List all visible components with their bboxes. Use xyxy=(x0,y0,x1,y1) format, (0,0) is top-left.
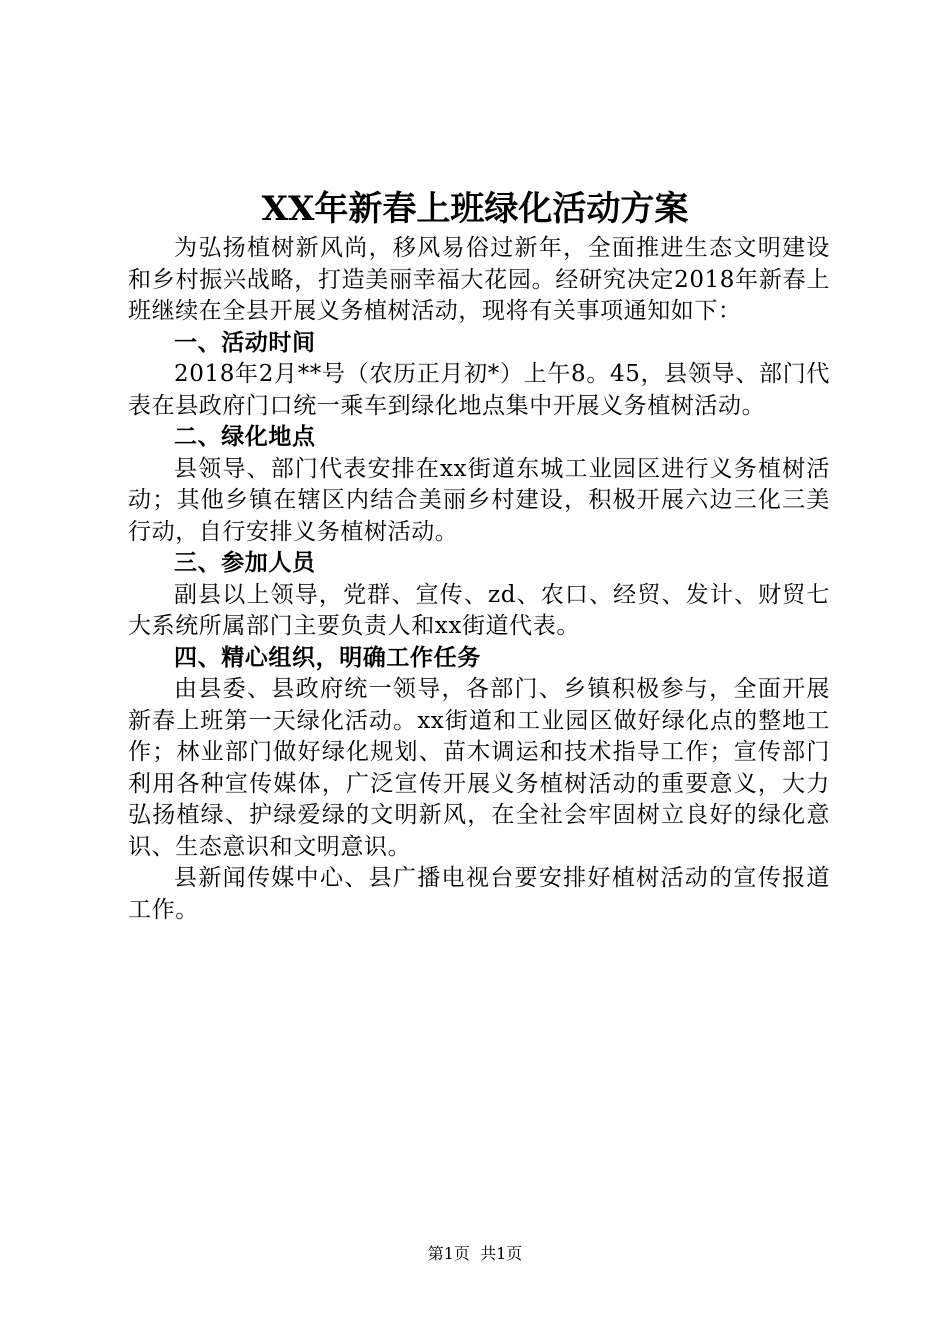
section-activity-time xyxy=(128,328,830,423)
document-body xyxy=(128,233,830,926)
document-title: XX年新春上班绿化活动方案 xyxy=(261,189,689,229)
section-participants xyxy=(128,548,830,643)
section-paragraph: 县领导、部门代表安排在xx街道东城工业园区进行义务植树活动；其他乡镇在辖区内结合美丽乡村建设，积极开展六边三化三美行动，自行安排义务植树活动。 xyxy=(128,455,830,545)
page-number-footer: 第1页 共1页 xyxy=(427,1244,523,1263)
section-greening-location xyxy=(128,422,830,548)
section-paragraph: 副县以上领导，党群、宣传、zd、农口、经贸、发计、财贸七大系统所属部门主要负责人和xx街道代表。 xyxy=(128,581,830,639)
section-paragraph: 县新闻传媒中心、县广播电视台要安排好植树活动的宣传报道工作。 xyxy=(128,865,830,923)
section-paragraph: 由县委、县政府统一领导，各部门、乡镇积极参与，全面开展新春上班第一天绿化活动。xx街道和工业园区做好绿化点的整地工作；林业部门做好绿化规划、苗木调运和技术指导工作；宣传部门利用各种宣传媒体，广泛宣传开展义务植树活动的重要意义，大力弘扬植绿、护绿爱绿的文明新风，在全社会牢固树立良好的绿化意识、生态意识和文明意识。 xyxy=(128,676,830,860)
section-heading: 二、绿化地点 xyxy=(174,424,316,450)
section-heading: 四、精心组织，明确工作任务 xyxy=(174,644,481,671)
section-organization-tasks xyxy=(128,643,830,927)
section-heading: 三、参加人员 xyxy=(174,550,316,576)
section-paragraph: 2018年2月**号（农历正月初*）上午8。45，县领导、部门代表在县政府门口统一乘车到绿化地点集中开展义务植树活动。 xyxy=(128,361,830,419)
intro-paragraph: 为弘扬植树新风尚，移风易俗过新年，全面推进生态文明建设和乡村振兴战略，打造美丽幸福大花园。经研究决定2018年新春上班继续在全县开展义务植树活动，现将有关事项通知如下： xyxy=(128,235,830,324)
section-heading: 一、活动时间 xyxy=(174,329,316,356)
